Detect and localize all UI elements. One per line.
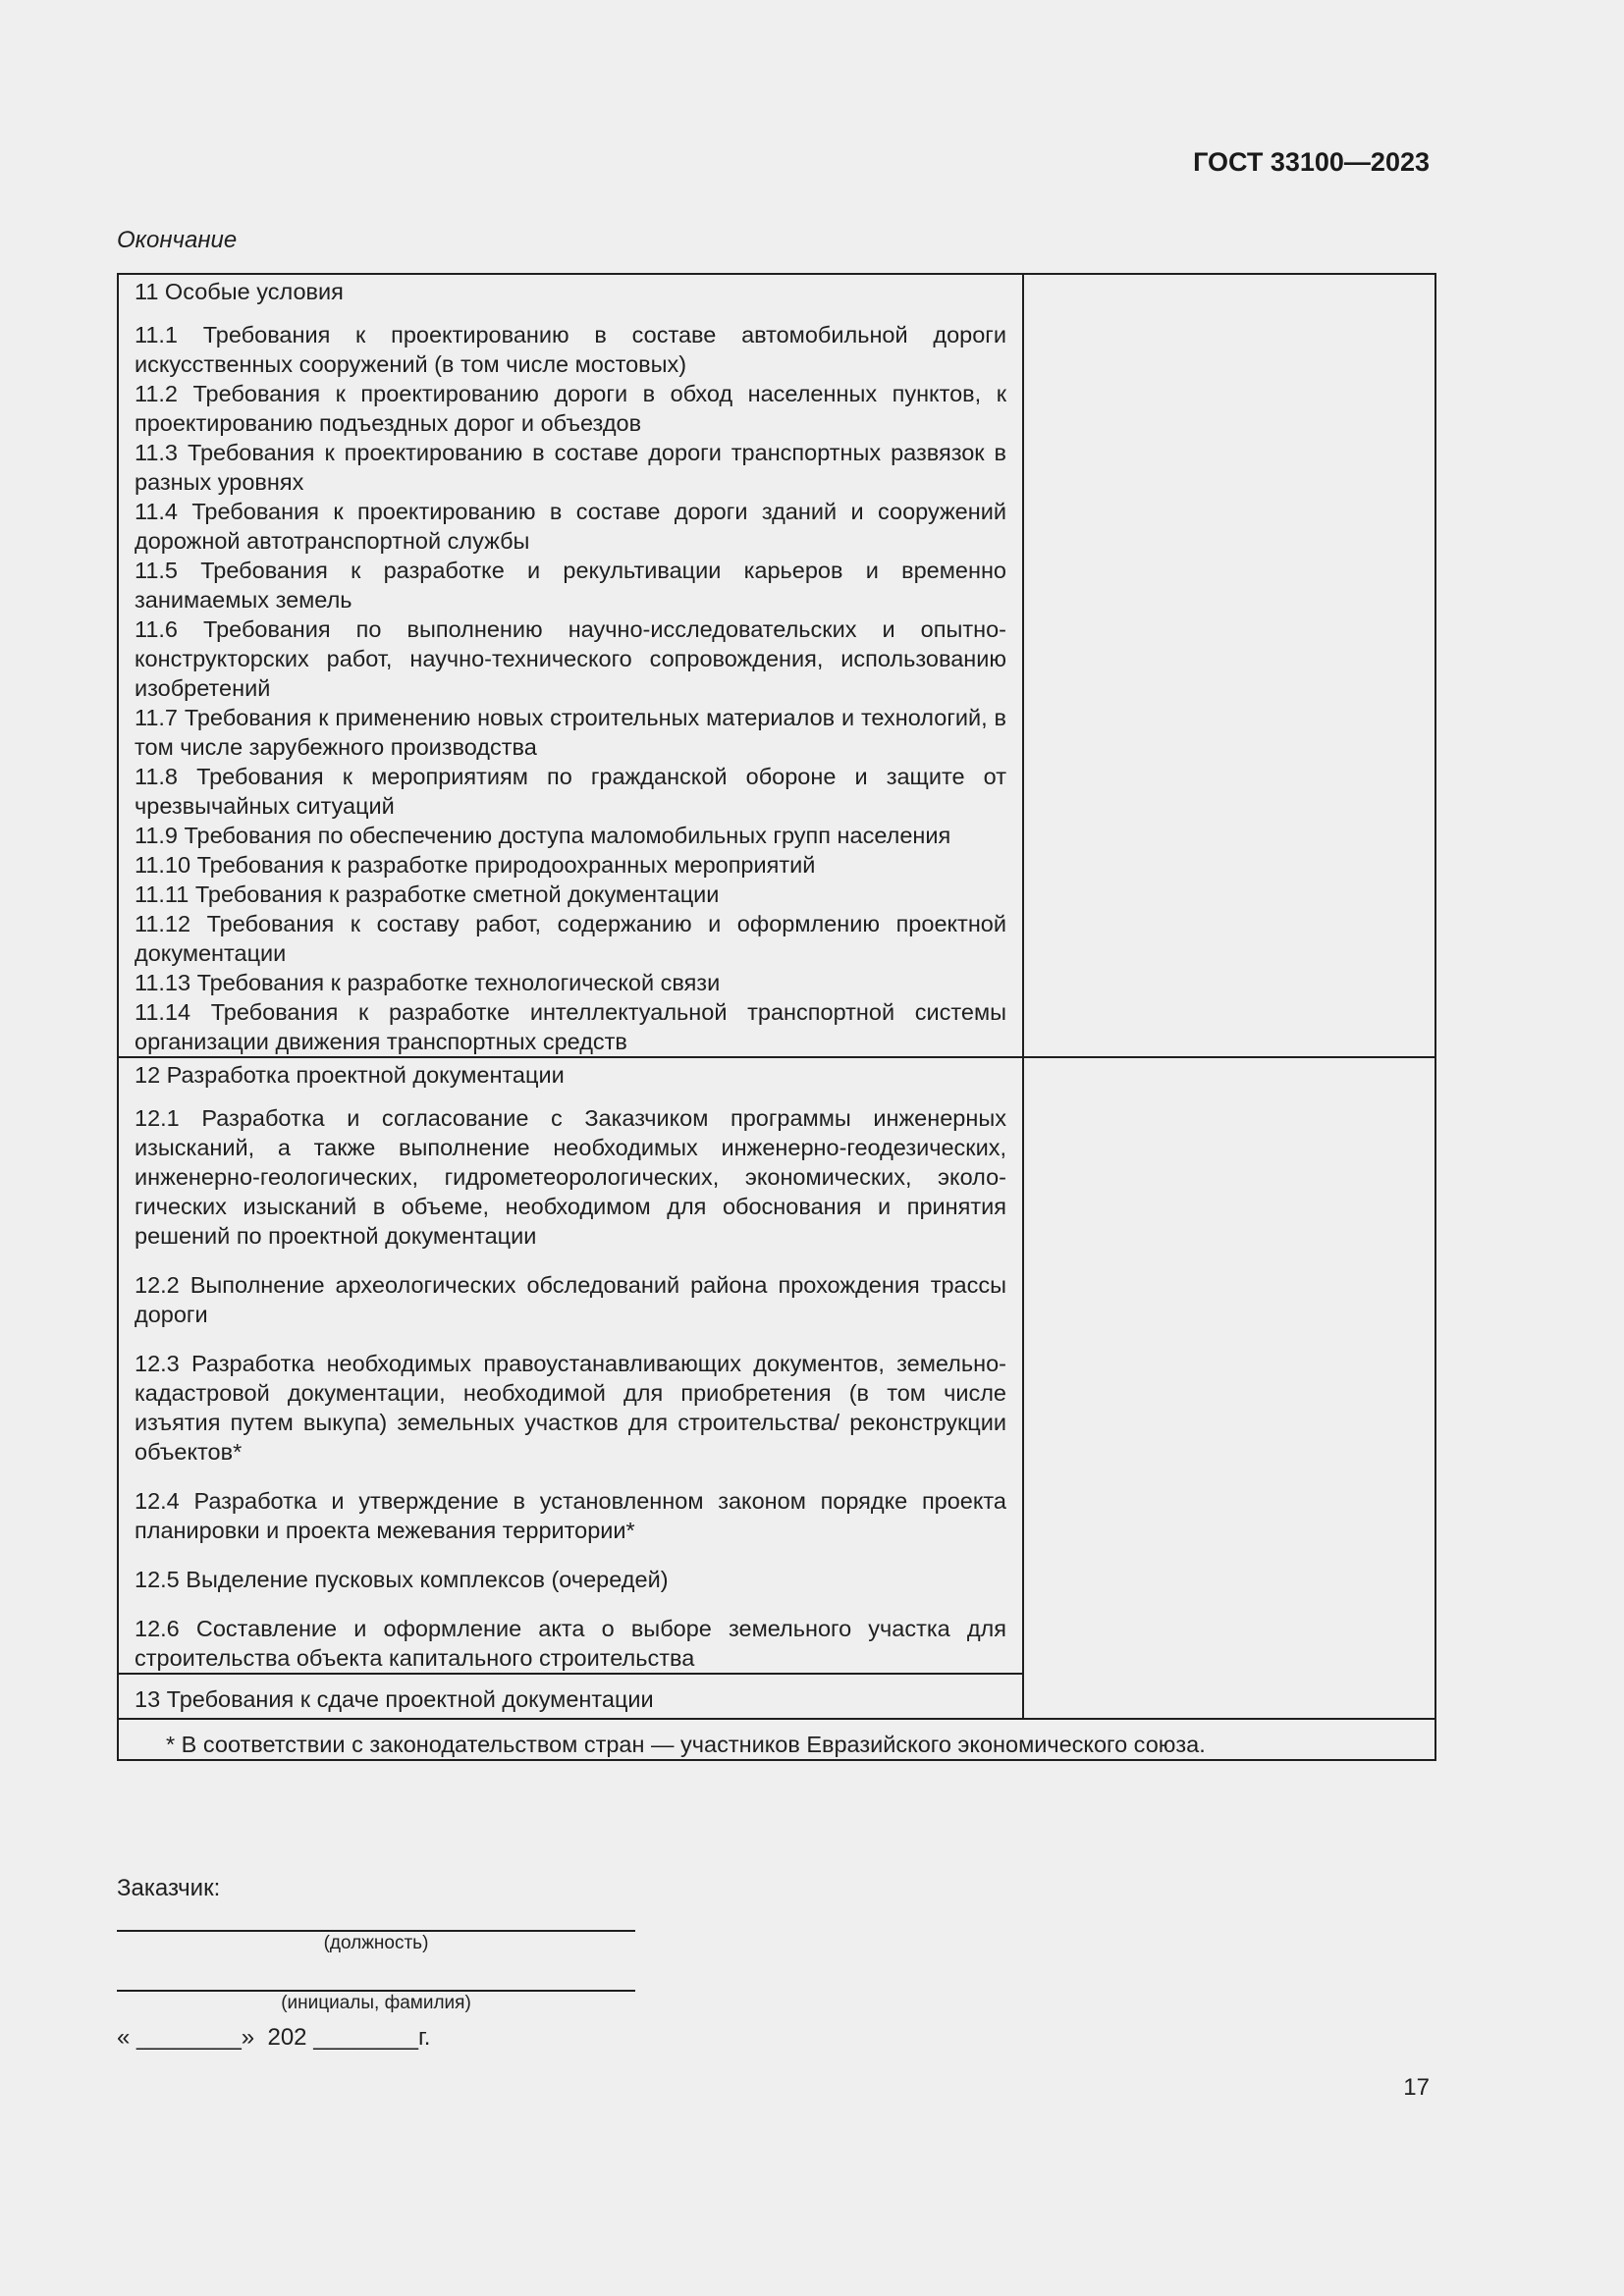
position-caption: (должность): [323, 1933, 429, 1953]
list-item: 11.14 Требования к разработке интеллектуальной транспортной системы организации движения транспортных средств: [135, 999, 1006, 1054]
list-item: 11.6 Требования по выполнению научно-исследовательских и опытно-конструкторских работ, научно-технического сопровождения, использованию изобретений: [135, 616, 1006, 701]
section-12-cell: [118, 1057, 1023, 1674]
list-item: 11.1 Требования к проектированию в составе автомобильной дороги искусственных сооружений (в том числе мостовых): [135, 322, 1006, 377]
continuation-label: Окончание: [117, 227, 238, 253]
list-item: 12.6 Составление и оформление акта о выборе земельного участка для строительства объекта капитального строительства: [135, 1616, 1006, 1671]
document-code: ГОСТ 33100—2023: [1193, 147, 1430, 177]
list-item: 12.4 Разработка и утверждение в установленном законом порядке проекта планировки и проекта межевания территории*: [135, 1488, 1006, 1543]
list-item: 11.8 Требования к мероприятиям по гражданской обороне и защите от чрезвычайных ситуаций: [135, 764, 1006, 819]
list-item: 11.5 Требования к разработке и рекультивации карьеров и временно занимаемых земель: [135, 558, 1006, 613]
list-item: 11.2 Требования к проектированию дороги в обход населенных пунктов, к проектированию подъездных дорог и объездов: [135, 381, 1006, 436]
footnote: * В соответствии с законодательством стран — участников Евразийского экономического союза.: [118, 1719, 1435, 1760]
list-item: 11.13 Требования к разработке технологической связи: [135, 970, 721, 995]
section-11-cell: [118, 274, 1023, 1057]
position-signature-line[interactable]: [117, 1930, 635, 1932]
customer-label: Заказчик:: [117, 1875, 221, 1901]
list-item: 11.7 Требования к применению новых строительных материалов и технологий, в том числе зарубежного производства: [135, 705, 1006, 760]
list-item: 11.10 Требования к разработке природоохранных мероприятий: [135, 852, 816, 878]
section-13-cell: [118, 1674, 1023, 1719]
list-item: 12.1 Разработка и согласование с Заказчиком программы инженерных изысканий, а также выполнение необходимых инженерно-геодезических, инженерно-геологических, гидрометеорологических, экономических, экологических изысканий в объеме, необходимом для обоснования и принятия решений по проектной документации: [135, 1105, 1006, 1249]
section-title: 11 Особые условия: [135, 279, 344, 304]
list-item: 11.12 Требования к составу работ, содержанию и оформлению проектной документации: [135, 911, 1006, 966]
section-12-13-value-cell[interactable]: [1023, 1057, 1435, 1719]
table-row: [118, 274, 1435, 1057]
table-row: [118, 1057, 1435, 1674]
list-item: 11.11 Требования к разработке сметной документации: [135, 881, 720, 907]
section-11-value-cell[interactable]: [1023, 274, 1435, 1057]
list-item: 12.5 Выделение пусковых комплексов (очередей): [135, 1567, 669, 1592]
page-number: 17: [1403, 2074, 1430, 2101]
list-item: 11.9 Требования по обеспечению доступа маломобильных групп населения: [135, 823, 951, 848]
list-item: 11.3 Требования к проектированию в составе дороги транспортных развязок в разных уровнях: [135, 440, 1006, 495]
list-item: 12.3 Разработка необходимых правоустанавливающих документов, земельно-кадастровой документации, необходимой для приобретения (в том числе изъятия путем выкупа) земельных участков для строительства/ реконструкции объектов*: [135, 1351, 1006, 1465]
section-title: 13 Требования к сдаче проектной документации: [135, 1686, 654, 1712]
list-item: 12.2 Выполнение археологических обследований района прохождения трассы дороги: [135, 1272, 1006, 1327]
name-signature-line[interactable]: [117, 1990, 635, 1992]
section-title: 12 Разработка проектной документации: [135, 1062, 565, 1088]
table-row: [118, 1719, 1435, 1760]
list-item: 11.4 Требования к проектированию в составе дороги зданий и сооружений дорожной автотранспортной службы: [135, 499, 1006, 554]
date-line[interactable]: « ________» 202 ________г.: [117, 2024, 431, 2051]
name-caption: (инициалы, фамилия): [281, 1993, 471, 2013]
requirements-table: [117, 273, 1436, 1761]
